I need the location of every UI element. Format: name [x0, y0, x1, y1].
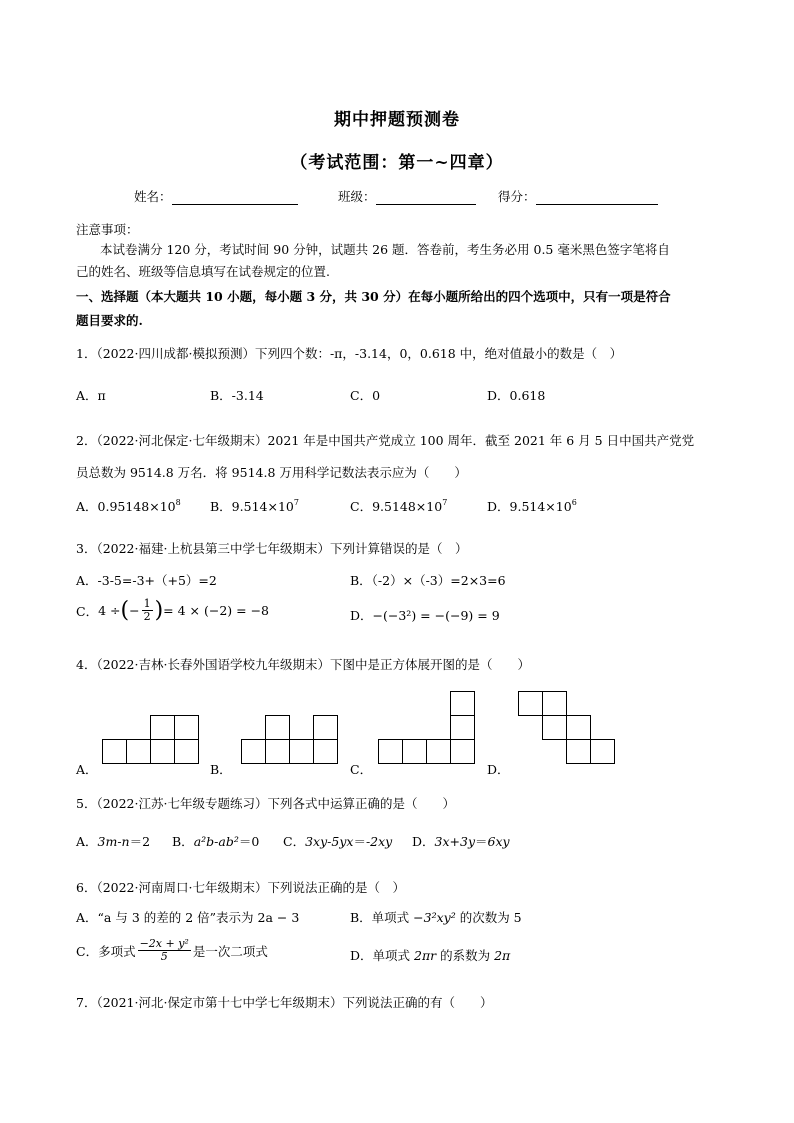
q4-option-a-label: A． [76, 762, 98, 777]
q6-option-d [350, 946, 510, 964]
section-heading-line-2: 题目要求的. [76, 313, 143, 328]
name-input[interactable] [172, 190, 298, 205]
q5-c-label: C． [283, 834, 306, 849]
q3-d-label: D． [350, 608, 373, 623]
q3-d-expr: −(−3²) = −(−9) = 9 [372, 608, 500, 623]
q3-option-a: A．-3-5=-3+（+5）=2 [76, 573, 217, 588]
q2-d-exp: 6 [571, 498, 577, 507]
q6-d-pre: D．单项式 [350, 948, 414, 963]
notes-line-2: 己的姓名、班级等信息填写在试卷规定的位置. [76, 264, 330, 279]
q5-d-rest: ＝ [475, 834, 488, 849]
q1-option-b: B．-3.14 [210, 388, 264, 403]
exam-subtitle: （考试范围：第一~四章） [290, 153, 504, 173]
q5-a-rest: ＝2 [129, 834, 151, 849]
exam-title: 期中押题预测卷 [334, 110, 460, 130]
notes-heading: 注意事项： [76, 222, 139, 237]
q2-stem-line-2: 员总数为 9514.8 万名．将 9514.8 万用科学记数法表示应为（ ） [76, 465, 467, 480]
name-field-row [134, 187, 298, 205]
q4-net-d [518, 691, 618, 765]
q5-a-expr: 3m-n [97, 834, 130, 849]
q7-stem: 7．（2021·河北·保定市第十七中学七年级期末）下列说法正确的有（ ） [76, 995, 493, 1010]
q6-c-num: −2x + y² [139, 937, 189, 950]
q2-option-d [487, 497, 577, 515]
q5-c-expr: 3xy-5yx [305, 834, 354, 849]
q1-option-a: A．π [76, 388, 106, 403]
section-heading-line-1: 一、选择题（本大题共 10 小题，每小题 3 分，共 30 分）在每小题所给出的四个选项中，只有一项是符合 [76, 289, 671, 304]
q1-stem: 1．（2022·四川成都·模拟预测）下列四个数：-π，-3.14，0，0.618 中，绝对值最小的数是（ ） [76, 346, 623, 361]
q2-d-base: D．9.514×10 [487, 499, 572, 514]
q2-stem-line-1: 2．（2022·河北保定·七年级期末）2021 年是中国共产党成立 100 周年．截至 2021 年 6 月 5 日中国共产党党 [76, 433, 695, 448]
q5-c-rest: ＝ [353, 834, 366, 849]
q5-option-c [283, 832, 392, 850]
q2-b-exp: 7 [293, 498, 299, 507]
q6-b-expr: −3²xy² [413, 910, 456, 925]
q5-d-expr: 3x+3y [434, 834, 476, 849]
q6-option-a: A．“a 与 3 的差的 2 倍”表示为 2a − 3 [76, 910, 300, 925]
q5-option-d [412, 832, 510, 850]
q3-stem: 3．（2022·福建·上杭县第三中学七年级期末）下列计算错误的是（ ） [76, 541, 468, 556]
q2-option-a [76, 497, 181, 515]
score-input[interactable] [536, 190, 658, 205]
q2-a-exp: 8 [175, 498, 181, 507]
q4-stem: 4．（2022·吉林·长春外国语学校九年级期末）下图中是正方体展开图的是（ ） [76, 657, 530, 672]
q6-d-val: 2π [494, 948, 511, 963]
q3-option-c: C． 4 ÷ ( − $\frac{1}{2}$ ) = 4 × (−2) = −8 [76, 597, 270, 623]
q6-option-c [76, 938, 268, 963]
q3-option-d [350, 606, 500, 624]
q1-option-d: D．0.618 [487, 388, 546, 403]
q6-stem: 6．（2022·河南周口·七年级期末）下列说法正确的是（ ） [76, 880, 405, 895]
q5-b-rest: ＝0 [238, 834, 260, 849]
q2-option-c [350, 497, 447, 515]
q5-option-a [76, 832, 150, 850]
q4-net-b [241, 715, 341, 765]
q2-b-base: B．9.514×10 [210, 499, 294, 514]
q2-c-base: C．9.5148×10 [350, 499, 443, 514]
q6-b-pre: B．单项式 [350, 910, 414, 925]
q4-option-c-label: C． [350, 762, 373, 777]
class-label: 班级： [338, 189, 376, 204]
q1-option-c: C．0 [350, 388, 381, 403]
q6-d-mid: 的系数为 [436, 948, 495, 963]
q4-net-c [378, 691, 478, 765]
q3-c-post: = 4 × (−2) = −8 [163, 603, 270, 618]
q4-option-b-label: B． [210, 762, 232, 777]
q2-c-exp: 7 [442, 498, 448, 507]
q6-c-den: 5 [160, 950, 168, 963]
q6-d-expr: 2πr [414, 948, 437, 963]
class-field-row [338, 187, 476, 205]
q2-a-base: A．0.95148×10 [76, 499, 176, 514]
q4-option-d-label: D． [487, 762, 510, 777]
q6-c-post: 是一次二项式 [192, 943, 268, 959]
q5-stem: 5．（2022·江苏·七年级专题练习）下列各式中运算正确的是（ ） [76, 796, 455, 811]
q6-option-b [350, 908, 522, 926]
q5-a-label: A． [76, 834, 98, 849]
q5-d-val: 6xy [487, 834, 510, 849]
q3-c-label: C． [76, 603, 99, 619]
name-label: 姓名： [134, 189, 172, 204]
q5-c-val: -2xy [365, 834, 393, 849]
q5-b-expr: a²b-ab² [193, 834, 239, 849]
score-label: 得分： [498, 189, 536, 204]
q3-option-b: B．（-2）×（-3）=2×3=6 [350, 573, 506, 588]
q3-c-fraction [142, 598, 153, 623]
q2-option-b [210, 497, 299, 515]
q5-d-label: D． [412, 834, 435, 849]
score-field-row [498, 187, 658, 205]
q6-c-fraction [138, 938, 191, 963]
q5-b-label: B． [172, 834, 194, 849]
q4-net-a [102, 715, 200, 765]
q3-c-pre: 4 ÷ [98, 603, 121, 618]
q6-b-post: 的次数为 5 [455, 910, 522, 925]
q3-c-den: 2 [143, 610, 151, 623]
class-input[interactable] [376, 190, 476, 205]
q3-c-num: 1 [143, 597, 151, 610]
q5-option-b [172, 832, 259, 850]
q6-c-pre: C．多项式 [76, 943, 136, 959]
notes-line-1: 本试卷满分 120 分，考试时间 90 分钟，试题共 26 题．答卷前，考生务必用 0.5 毫米黑色签字笔将自 [100, 242, 670, 257]
